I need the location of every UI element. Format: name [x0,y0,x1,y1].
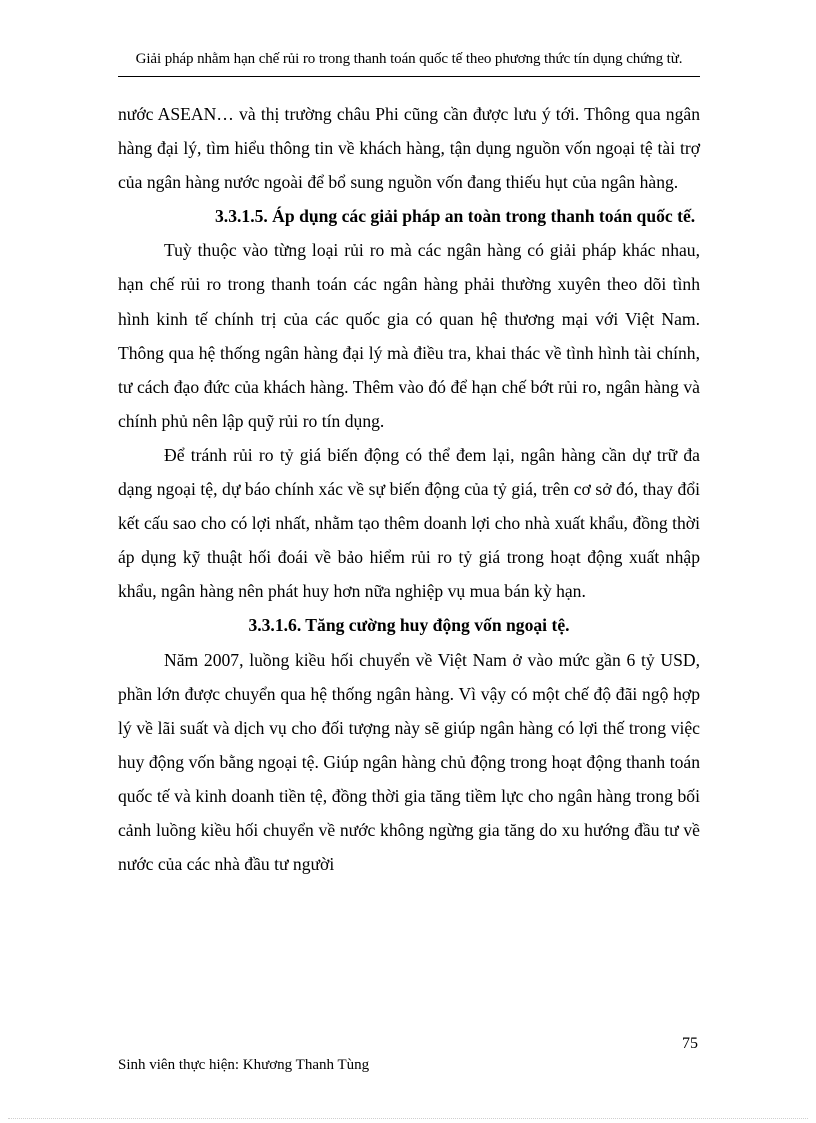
paragraph-remittance: Năm 2007, luồng kiều hối chuyển về Việt Nam ở vào mức gần 6 tỷ USD, phần lớn được chuyển qua hệ thống ngân hàng. Vì vậy có một chế độ đãi ngộ hợp lý về lãi suất và dịch vụ cho đối tượng này sẽ giúp ngân hàng có lợi thế trong việc huy động vốn bằng ngoại tệ. Giúp ngân hàng chủ động trong hoạt động thanh toán quốc tế và kinh doanh tiền tệ, đồng thời gia tăng tiềm lực cho ngân hàng trong bối cảnh luồng kiều hối chuyển về nước không ngừng gia tăng do xu hướng đầu tư về nước của các nhà đầu tư người [118,649,700,875]
paragraph-continuation: nước ASEAN… và thị trường châu Phi cũng cần được lưu ý tới. Thông qua ngân hàng đại lý, tìm hiểu thông tin về khách hàng, tận dụng nguồn vốn ngoại tệ tài trợ của ngân hàng nước ngoài để bổ sung nguồn vốn đang thiếu hụt của ngân hàng. [118,104,700,193]
section-heading-3-3-1-6: 3.3.1.6. Tăng cường huy động vốn ngoại tệ. [248,615,570,636]
footer-author: Sinh viên thực hiện: Khương Thanh Tùng [118,1057,370,1073]
page-edge-divider [8,1118,808,1119]
running-header: Giải pháp nhằm hạn chế rủi ro trong thanh toán quốc tế theo phương thức tín dụng chứng từ. [135,51,683,67]
header-divider [118,76,700,77]
section-heading-3-3-1-5: 3.3.1.5. Áp dụng các giải pháp an toàn trong thanh toán quốc tế. [215,206,696,227]
page-number: 75 [682,1035,698,1052]
paragraph-risk-measures: Tuỳ thuộc vào từng loại rủi ro mà các ngân hàng có giải pháp khác nhau, hạn chế rủi ro trong thanh toán các ngân hàng phải thường xuyên theo dõi tình hình kinh tế chính trị của các quốc gia có quan hệ thương mại với Việt Nam. Thông qua hệ thống ngân hàng đại lý mà điều tra, khai thác về tình hình tài chính, tư cách đạo đức của khách hàng. Thêm vào đó để hạn chế bớt rủi ro, ngân hàng và chính phủ nên lập quỹ rủi ro tín dụng. [118,240,700,431]
page-content [118,97,700,881]
paragraph-exchange-rate: Để tránh rủi ro tỷ giá biến động có thể đem lại, ngân hàng cần dự trữ đa dạng ngoại tệ, dự báo chính xác về sự biến động của tỷ giá, trên cơ sở đó, thay đổi kết cấu sao cho có lợi nhất, nhằm tạo thêm doanh lợi cho nhà xuất khẩu, đồng thời áp dụng kỹ thuật hối đoái về bảo hiểm rủi ro tỷ giá trong hoạt động xuất nhập khẩu, ngân hàng nên phát huy hơn nữa nghiệp vụ mua bán kỳ hạn. [118,444,700,602]
